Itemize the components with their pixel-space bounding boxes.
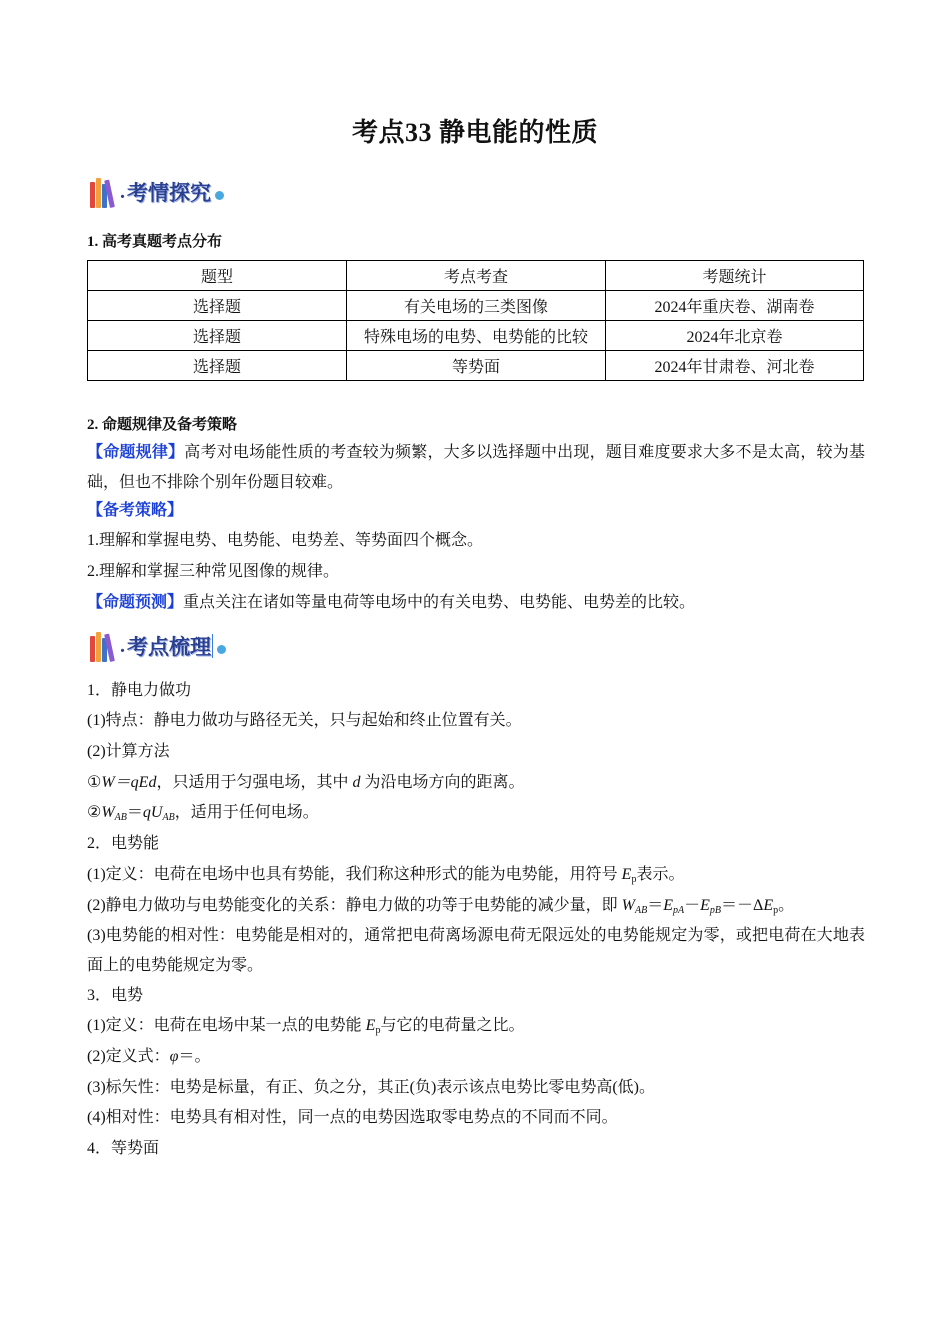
predict-line <box>87 588 867 618</box>
text: 。 <box>778 897 795 914</box>
section-heading-distribution: 1. 高考真题考点分布 <box>87 234 223 250</box>
subscript: AB <box>635 905 648 916</box>
banner-dot: . <box>120 180 125 203</box>
subscript: pA <box>673 905 685 916</box>
text: 表示。 <box>636 866 685 883</box>
text: ，只适用于匀强电场，其中 <box>156 774 353 791</box>
text-cursor <box>212 634 213 658</box>
exam-distribution-table <box>87 260 864 381</box>
symbol-E: E <box>621 866 632 883</box>
s4-heading: 4．等势面 <box>87 1140 160 1157</box>
table-row <box>88 291 864 321</box>
subscript: p <box>773 905 779 916</box>
symbol-qU: qU <box>142 804 163 821</box>
text: ＝－Δ <box>721 897 764 914</box>
subscript: p <box>631 874 637 885</box>
s1-p3 <box>87 768 867 798</box>
subscript: p <box>375 1025 381 1036</box>
predict-text: 重点关注在诸如等量电荷等电场中的有关电势、电势能、电势差的比较。 <box>183 594 696 611</box>
section-banner-exam-analysis <box>90 172 224 212</box>
s3-p2 <box>87 1042 867 1072</box>
circle-icon <box>217 645 226 654</box>
section-heading-strategy: 2. 命题规律及备考策略 <box>87 417 238 433</box>
strategy-tag-line <box>87 496 867 526</box>
table-row <box>88 321 864 351</box>
table-header-row <box>88 261 864 291</box>
strategy-item-2: 2.理解和掌握三种常见图像的规律。 <box>87 563 340 580</box>
text: ，适用于任何电场。 <box>174 804 319 821</box>
subscript: AB <box>162 812 175 823</box>
symbol-W: W <box>101 804 115 821</box>
table-header-cell: 考点考查 <box>347 261 606 291</box>
s2-p3: (3)电势能的相对性：电势能是相对的，通常把电荷离场源电荷无限远处的电势能规定为零，或把电荷在大地表面上的电势能规定为零。 <box>87 927 865 974</box>
text: (1)定义：电荷在电场中某一点的电势能 <box>87 1017 366 1034</box>
table-cell: 2024年重庆卷、湖南卷 <box>606 291 864 321</box>
formula: W＝qEd <box>101 774 157 791</box>
text: (1)定义：电荷在电场中也具有势能，我们称这种形式的能为电势能，用符号 <box>87 866 622 883</box>
symbol-W: W <box>621 897 635 914</box>
table-cell: 选择题 <box>88 321 347 351</box>
banner-title: 考点梳理 <box>127 635 211 659</box>
s3-p4: (4)相对性：电势具有相对性，同一点的电势因选取零电势点的不同而不同。 <box>87 1109 618 1126</box>
table-cell: 选择题 <box>88 291 347 321</box>
banner-title: 考情探究 <box>127 181 211 205</box>
circle-icon <box>215 191 224 200</box>
text: ① <box>87 774 102 791</box>
section-banner-key-points <box>90 626 226 666</box>
text: 与它的电荷量之比。 <box>380 1017 525 1034</box>
table-cell: 2024年北京卷 <box>606 321 864 351</box>
table-cell: 选择题 <box>88 351 347 381</box>
text: (2)静电力做功与电势能变化的关系：静电力做的功等于电势能的减少量，即 <box>87 897 622 914</box>
s2-heading: 2．电势能 <box>87 835 160 852</box>
table-cell: 有关电场的三类图像 <box>347 291 606 321</box>
strategy-tag: 【备考策略】 <box>87 502 184 519</box>
table-cell: 2024年甘肃卷、河北卷 <box>606 351 864 381</box>
table-header-cell: 题型 <box>88 261 347 291</box>
symbol-E: E <box>763 897 774 914</box>
text: (2)定义式： <box>87 1048 170 1065</box>
rule-tag: 【命题规律】 <box>87 444 185 461</box>
symbol-phi: φ <box>169 1048 179 1065</box>
banner-dot: . <box>120 634 125 657</box>
s2-p1 <box>87 860 867 895</box>
table-cell: 特殊电场的电势、电势能的比较 <box>347 321 606 351</box>
s3-p3: (3)标矢性：电势是标量，有正、负之分，其正(负)表示该点电势比零电势高(低)。 <box>87 1079 655 1096</box>
symbol-d: d <box>352 774 361 791</box>
table-header-cell: 考题统计 <box>606 261 864 291</box>
s1-heading: 1．静电力做功 <box>87 682 192 699</box>
subscript: pB <box>709 905 722 916</box>
text: ＝ <box>126 804 143 821</box>
page-title: 考点33 静电能的性质 <box>351 118 598 147</box>
symbol-E: E <box>700 897 710 914</box>
rule-paragraph <box>87 438 865 498</box>
symbol-E: E <box>663 897 674 914</box>
books-icon <box>90 176 116 208</box>
books-icon <box>90 630 116 662</box>
text: ＝ <box>647 897 664 914</box>
s1-p1: (1)特点：静电力做功与路径无关，只与起始和终止位置有关。 <box>87 712 522 729</box>
text: － <box>684 897 701 914</box>
s1-p4 <box>87 798 867 833</box>
strategy-item-1: 1.理解和掌握电势、电势能、电势差、等势面四个概念。 <box>87 532 484 549</box>
table-cell: 等势面 <box>347 351 606 381</box>
text: 为沿电场方向的距离。 <box>360 774 525 791</box>
table-row <box>88 351 864 381</box>
text: ＝。 <box>178 1048 211 1065</box>
subscript: AB <box>114 812 127 823</box>
text: ② <box>87 804 102 821</box>
s3-p1 <box>87 1011 867 1046</box>
predict-tag: 【命题预测】 <box>87 594 184 611</box>
s1-p2: (2)计算方法 <box>87 743 170 760</box>
rule-text: 高考对电场能性质的考查较为频繁，大多以选择题中出现，题目难度要求大多不是太高，较为基础，但也不排除个别年份题目较难。 <box>87 444 865 491</box>
s3-heading: 3．电势 <box>87 987 144 1004</box>
symbol-E: E <box>365 1017 376 1034</box>
